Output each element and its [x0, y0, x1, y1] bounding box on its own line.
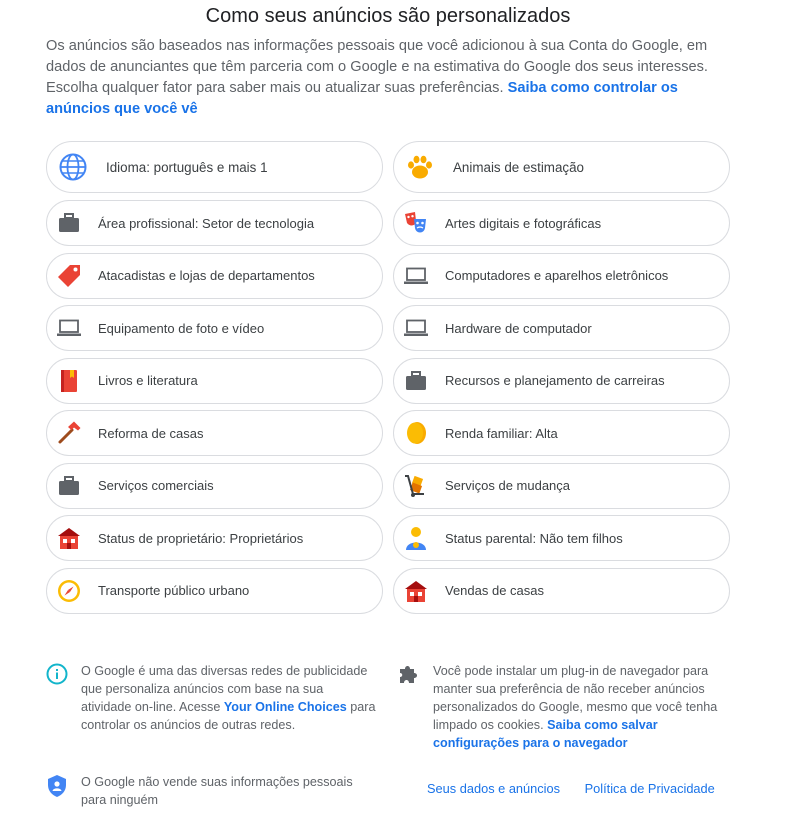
briefcase-icon — [57, 211, 81, 235]
network-text-end: para controlar os anúncios de outras redes. — [81, 700, 376, 732]
save-browser-settings-link[interactable]: Saiba como salvar configurações para o navegador — [433, 718, 658, 750]
factor-card-home-renovation[interactable] — [46, 410, 383, 456]
house-icon — [57, 526, 81, 550]
theater-masks-icon — [404, 211, 428, 235]
intro-paragraph — [46, 36, 736, 120]
your-data-ads-link[interactable]: Seus dados e anúncios — [427, 781, 561, 796]
hand-truck-icon — [404, 474, 428, 498]
compass-icon — [57, 579, 81, 603]
book-icon — [57, 369, 81, 393]
plugin-note-text — [433, 662, 738, 752]
privacy-note — [46, 773, 376, 809]
network-text: O Google é uma das diversas redes de publicidade que personaliza anúncios com base na sua atividade on-line. Acesse — [81, 664, 368, 714]
factor-label: Recursos e planejamento de carreiras — [445, 373, 665, 388]
factor-label: Transporte público urbano — [98, 583, 250, 598]
factor-card-home-sales[interactable] — [393, 568, 730, 614]
your-online-choices-link[interactable]: Your Online Choices — [223, 700, 347, 714]
hammer-icon — [57, 421, 81, 445]
coin-icon — [404, 421, 428, 445]
globe-icon — [59, 153, 87, 181]
factor-label: Idioma: português e mais 1 — [106, 159, 268, 175]
laptop-icon — [57, 316, 81, 340]
factor-label: Equipamento de foto e vídeo — [98, 320, 265, 336]
factor-card-pets[interactable] — [393, 141, 730, 193]
network-note — [46, 662, 376, 734]
factor-label: Renda familiar: Alta — [445, 425, 558, 441]
factor-label: Status de proprietário: Proprietários — [98, 530, 304, 546]
factor-label: Computadores e aparelhos eletrônicos — [445, 268, 669, 283]
person-icon — [404, 526, 428, 550]
factor-label: Atacadistas e lojas de departamentos — [98, 268, 315, 283]
network-note-text — [81, 662, 376, 734]
factor-label: Status parental: Não tem filhos — [445, 530, 623, 546]
shield-icon — [46, 774, 68, 803]
factor-card-computers-electronics[interactable] — [393, 253, 730, 299]
factor-card-household-income[interactable] — [393, 410, 730, 456]
privacy-note-text: O Google não vende suas informações pessoais para ninguém — [81, 775, 353, 807]
intro-text: Os anúncios são baseados nas informações pessoais que você adicionou à sua Conta do Google, em dados de anunciantes que têm parceria com o Google e na estimativa do Google dos seus interesses. Escolha qualquer fator para saber mais ou atualizar suas preferências. — [46, 38, 708, 96]
factor-label: Artes digitais e fotográficas — [445, 215, 602, 231]
briefcase-icon — [57, 474, 81, 498]
factor-label: Vendas de casas — [445, 583, 545, 598]
briefcase-icon — [404, 369, 428, 393]
house-icon — [404, 579, 428, 603]
factor-label: Livros e literatura — [98, 373, 198, 388]
factor-card-language[interactable] — [46, 141, 383, 193]
factor-card-digital-arts[interactable] — [393, 200, 730, 246]
page-title: Como seus anúncios são personalizados — [205, 5, 571, 27]
control-ads-link[interactable]: Saiba como controlar os anúncios que você vê — [46, 80, 678, 117]
factor-card-parental-status[interactable] — [393, 515, 730, 561]
factor-card-career-planning[interactable] — [393, 358, 730, 404]
factor-label: Serviços comerciais — [98, 478, 214, 493]
factor-card-professional-area[interactable] — [46, 200, 383, 246]
factor-card-business-services[interactable] — [46, 463, 383, 509]
plugin-note — [398, 662, 738, 752]
privacy-policy-link[interactable]: Política de Privacidade — [584, 781, 715, 796]
factor-card-computer-hardware[interactable] — [393, 305, 730, 351]
plugin-text: Você pode instalar um plug-in de navegador para manter sua preferência de não receber anúncios personalizados do Google, mesmo que você tenha limpado os cookies. — [433, 664, 718, 732]
factor-card-public-transport[interactable] — [46, 568, 383, 614]
ad-factors-grid — [46, 141, 730, 620]
price-tag-icon — [57, 264, 81, 288]
factor-label: Área profissional: Setor de tecnologia — [98, 215, 315, 231]
laptop-icon — [404, 264, 428, 288]
footer-links — [427, 781, 736, 796]
puzzle-piece-icon — [398, 663, 420, 690]
factor-card-homeowner-status[interactable] — [46, 515, 383, 561]
info-icon — [46, 663, 68, 690]
factor-label: Animais de estimação — [453, 159, 584, 175]
factor-card-photo-video[interactable] — [46, 305, 383, 351]
factor-label: Serviços de mudança — [445, 478, 571, 493]
factor-card-books[interactable] — [46, 358, 383, 404]
paw-icon — [406, 153, 434, 181]
factor-label: Reforma de casas — [98, 425, 204, 441]
factor-label: Hardware de computador — [445, 320, 592, 336]
laptop-icon — [404, 316, 428, 340]
factor-card-moving-services[interactable] — [393, 463, 730, 509]
factor-card-wholesale-stores[interactable] — [46, 253, 383, 299]
